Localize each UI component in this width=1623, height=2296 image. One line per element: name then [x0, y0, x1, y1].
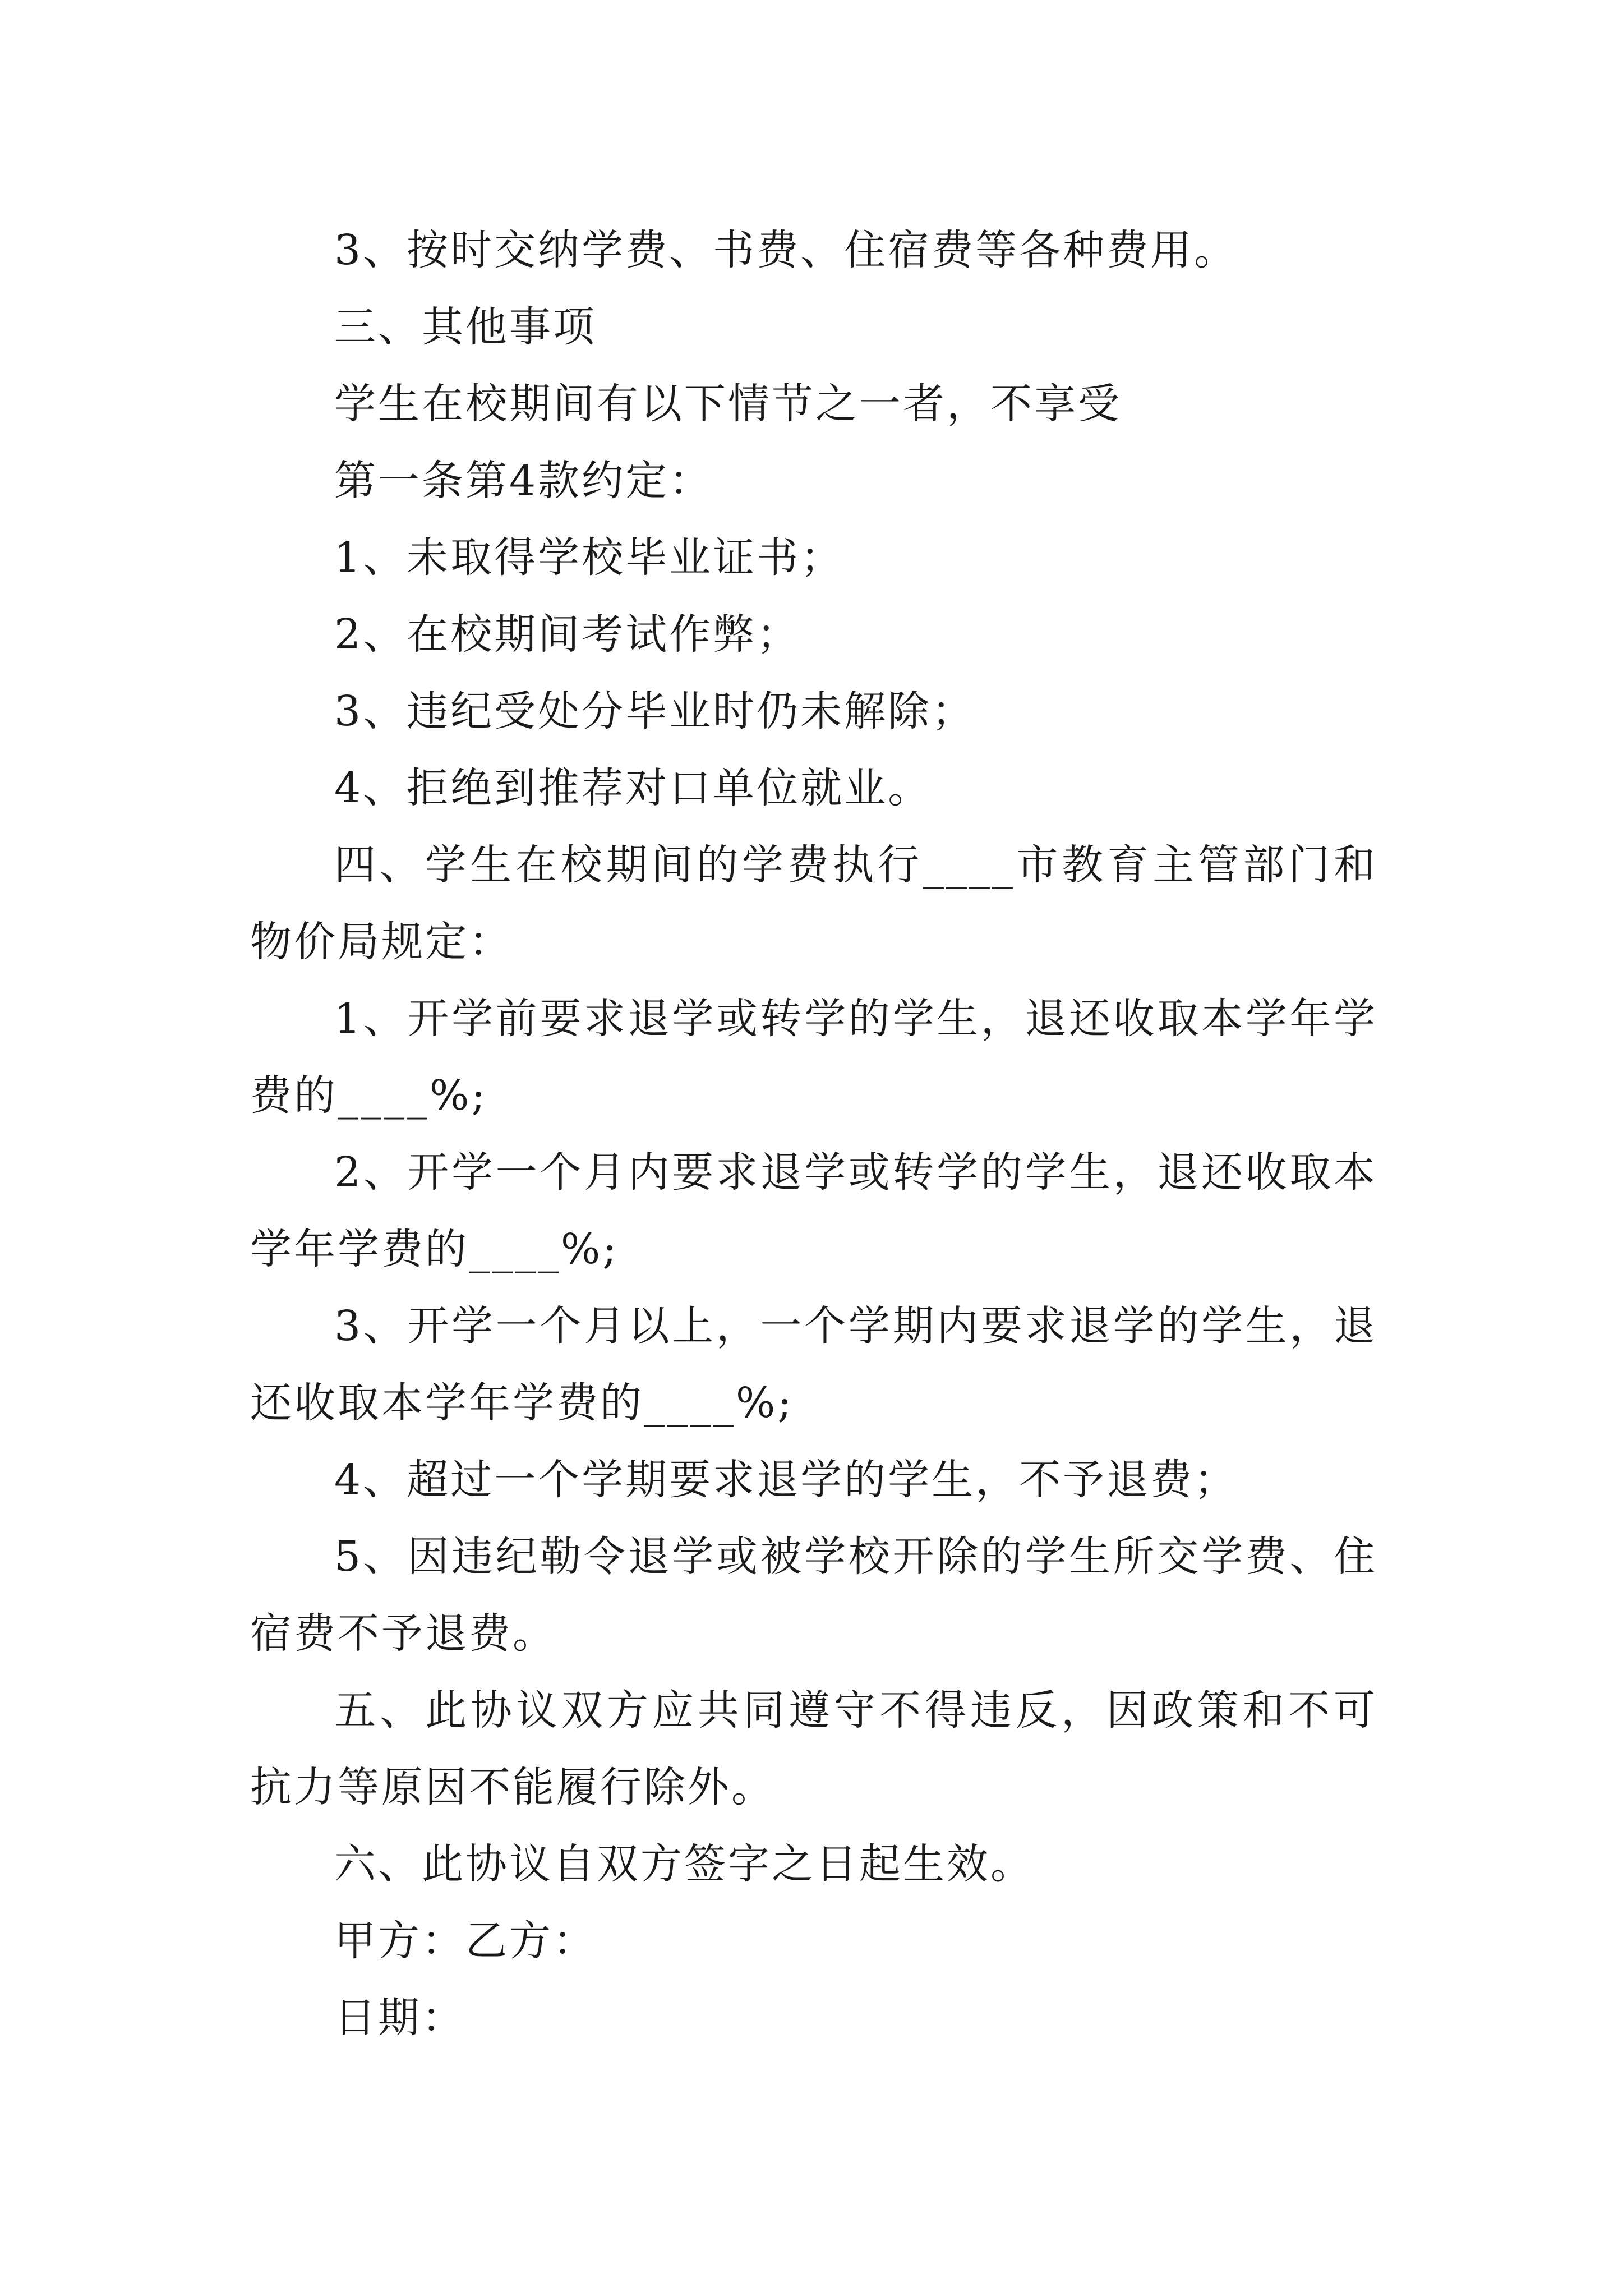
paragraph-exclusion-intro: 学生在校期间有以下情节之一者，不享受 — [334, 380, 1122, 428]
section-heading-other-matters: 三、其他事项 — [334, 303, 597, 351]
list-item-exam-cheating: 2、在校期间考试作弊； — [334, 610, 801, 659]
list-item-no-refund-after-semester: 4、超过一个学期要求退学的学生，不予退费； — [334, 1456, 1238, 1504]
list-item-disciplinary: 3、违纪受处分毕业时仍未解除； — [334, 687, 976, 735]
list-item-refund-within-semester: 3、开学一个月以上，一个学期内要求退学的学生，退还收取本学年学费的____%; — [250, 1302, 1377, 1427]
signature-date: 日期： — [334, 1994, 465, 2042]
document-body — [250, 212, 1377, 2056]
list-item-no-diploma: 1、未取得学校毕业证书； — [334, 533, 845, 582]
section-heading-effective: 六、此协议自双方签字之日起生效。 — [334, 1840, 1034, 1888]
list-item-refund-before-start: 1、开学前要求退学或转学的学生，退还收取本学年学费的____%; — [250, 995, 1377, 1120]
signature-parties: 甲方：乙方： — [334, 1917, 597, 1965]
paragraph-fee-payment: 3、按时交纳学费、书费、住宿费等各种费用。 — [334, 226, 1238, 274]
list-item-refund-first-month: 2、开学一个月内要求退学或转学的学生，退还收取本学年学费的____%; — [250, 1148, 1377, 1273]
section-heading-tuition: 四、学生在校期间的学费执行____市教育主管部门和物价局规定： — [250, 841, 1377, 966]
section-heading-compliance: 五、此协议双方应共同遵守不得违反，因政策和不可抗力等原因不能履行除外。 — [250, 1686, 1377, 1811]
paragraph-clause-reference: 第一条第4款约定： — [334, 457, 713, 505]
list-item-refuse-employment: 4、拒绝到推荐对口单位就业。 — [334, 764, 932, 812]
list-item-no-refund-expelled: 5、因违纪勒令退学或被学校开除的学生所交学费、住宿费不予退费。 — [250, 1533, 1377, 1658]
